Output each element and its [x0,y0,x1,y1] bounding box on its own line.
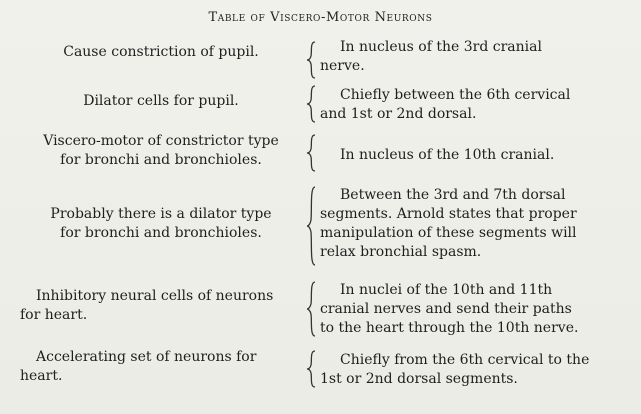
neuron-location-line: 1st or 2nd dorsal segments. [320,371,518,387]
neuron-description [20,205,302,243]
neuron-description-line: Inhibitory neural cells of neurons [36,288,274,304]
neuron-description-line: heart. [20,368,63,384]
neuron-location [320,281,625,338]
neuron-location [320,186,625,262]
curly-brace [305,281,319,337]
curly-brace [305,350,319,388]
neuron-description-line: Probably there is a dilator type [50,206,272,222]
neuron-location-line: In nuclei of the 10th and 11th [340,282,553,298]
neuron-location-line: Between the 3rd and 7th dorsal [340,187,566,203]
neuron-location-line: relax bronchial spasm. [320,244,482,260]
neuron-location-line: In nucleus of the 3rd cranial [340,39,542,55]
neuron-description-line: for bronchi and bronchioles. [60,225,262,241]
curly-brace [305,85,319,123]
neuron-location [320,351,625,389]
neuron-description-line: for bronchi and bronchioles. [60,152,262,168]
neuron-location-line: cranial nerves and send their paths [320,301,572,317]
curly-brace [305,186,319,266]
neuron-location-line: and 1st or 2nd dorsal. [320,106,477,122]
neuron-description [20,43,302,62]
neuron-description [20,287,302,325]
neuron-description [20,92,302,111]
neuron-location-line: segments. Arnold states that proper [320,206,577,222]
neuron-location-line: manipulation of these segments will [320,225,577,241]
neuron-description-line: Viscero-motor of constrictor type [43,133,279,149]
neuron-location-line: Chiefly between the 6th cervical [340,87,571,103]
neuron-description-line: for heart. [20,307,88,323]
neuron-location [320,146,625,165]
neuron-location-line: to the heart through the 10th nerve. [320,320,579,336]
table-title: Table of Viscero-Motor Neurons [208,10,433,25]
neuron-description [20,348,302,386]
neuron-location [320,86,625,124]
neuron-description-line: Accelerating set of neurons for [36,349,257,365]
neuron-location-line: nerve. [320,58,365,74]
neuron-description-line: Dilator cells for pupil. [83,93,239,109]
curly-brace [305,41,319,79]
curly-brace [305,134,319,172]
neuron-location-line: In nucleus of the 10th cranial. [340,147,555,163]
neuron-location-line: Chiefly from the 6th cervical to the [340,352,590,368]
neuron-description-line: Cause constriction of pupil. [63,44,259,60]
neuron-description [20,132,302,170]
neuron-location [320,38,625,76]
